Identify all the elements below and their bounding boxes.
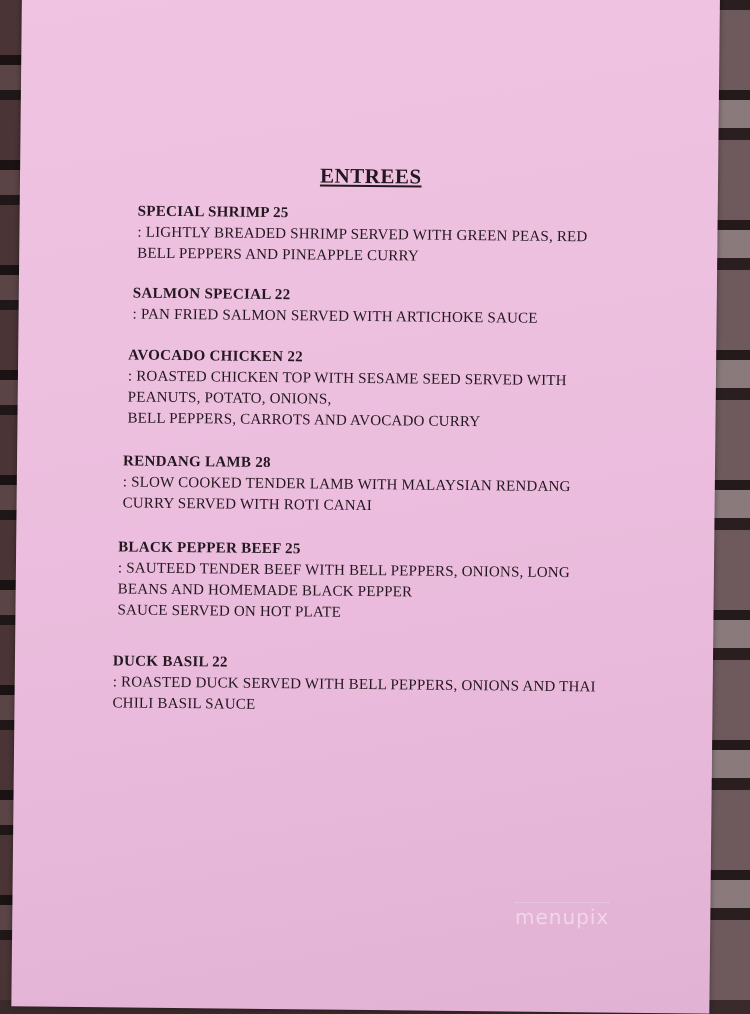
menu-item-salmon-special: [132, 284, 537, 330]
menu-item-avocado-chicken: [127, 345, 567, 434]
menu-item-duck-basil: [112, 651, 596, 719]
item-name: SALMON SPECIAL 22: [132, 285, 291, 304]
item-name: AVOCADO CHICKEN 22: [128, 347, 304, 366]
menu-item-special-shrimp: [137, 202, 588, 270]
menu-sheet: [11, 0, 720, 1014]
item-description: : SLOW COOKED TENDER LAMB WITH MALAYSIAN RENDANG CURRY SERVED WITH ROTI CANAI: [122, 474, 571, 515]
item-name: SPECIAL SHRIMP 25: [137, 203, 289, 222]
item-name: RENDANG LAMB 28: [122, 453, 271, 471]
item-description: : SAUTEED TENDER BEEF WITH BELL PEPPERS, ONIONS, LONG BEANS AND HOMEMADE BLACK PEPPER SAUCE SERVED ON HOT PLATE: [117, 560, 570, 621]
watermark-logo: menupix: [515, 902, 609, 929]
menu-item-black-pepper-beef: [117, 537, 570, 626]
item-description: : LIGHTLY BREADED SHRIMP SERVED WITH GREEN PEAS, RED BELL PEPPERS AND PINEAPPLE CURRY: [137, 224, 588, 265]
item-name: BLACK PEPPER BEEF 25: [118, 539, 301, 558]
menu-title: ENTREES: [319, 163, 422, 189]
item-description: : PAN FRIED SALMON SERVED WITH ARTICHOKE SAUCE: [132, 306, 538, 327]
item-name: DUCK BASIL 22: [112, 653, 228, 671]
menu-item-rendang-lamb: [122, 451, 570, 519]
item-description: : ROASTED DUCK SERVED WITH BELL PEPPERS, ONIONS AND THAI CHILI BASIL SAUCE: [112, 674, 596, 713]
item-description: : ROASTED CHICKEN TOP WITH SESAME SEED SERVED WITH PEANUTS, POTATO, ONIONS, BELL PEPPERS, CARROTS AND AVOCADO CURRY: [127, 368, 567, 431]
